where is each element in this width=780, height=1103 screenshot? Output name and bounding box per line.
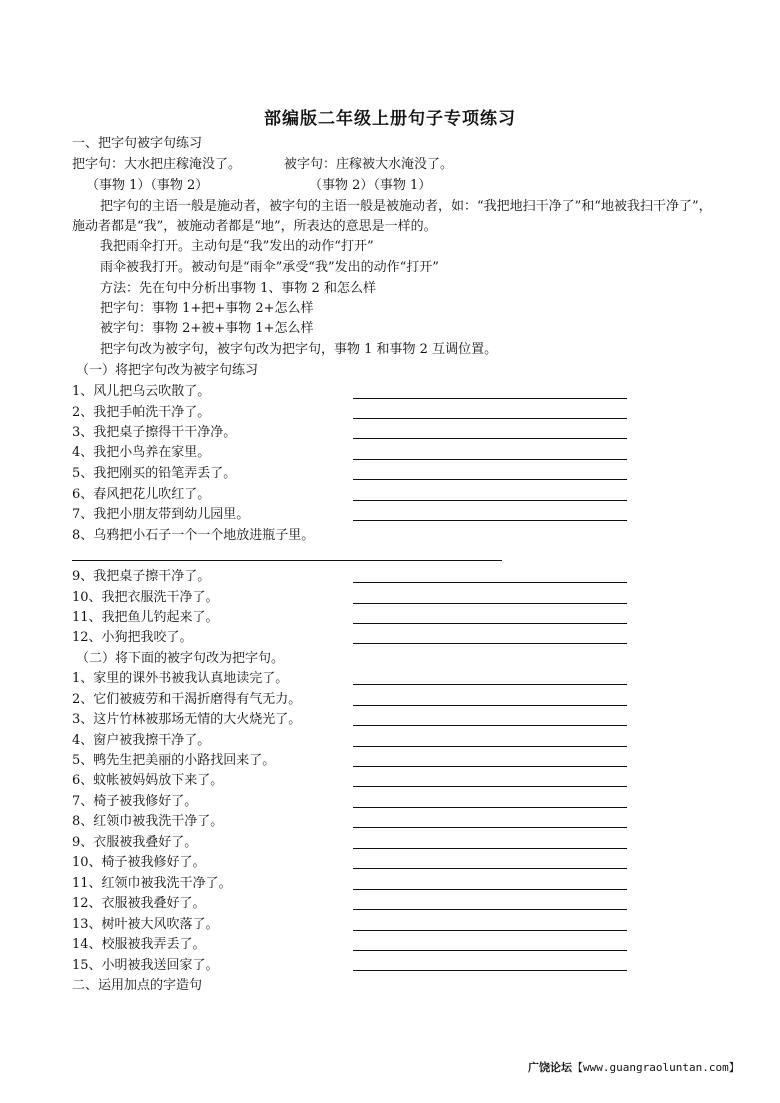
answer-line[interactable] bbox=[353, 705, 627, 706]
part1-heading: （一）将把字句改为被字句练习 bbox=[76, 363, 259, 378]
part2-item: 5、鸭先生把美丽的小路找回来了。 bbox=[72, 753, 276, 768]
part2-item: 12、衣服被我叠好了。 bbox=[72, 896, 206, 911]
part1-item: 12、小狗把我咬了。 bbox=[72, 630, 193, 645]
page-title: 部编版二年级上册句子专项练习 bbox=[264, 109, 516, 129]
swap-note: 把字句改为被字句，被字句改为把字句，事物 1 和事物 2 互调位置。 bbox=[100, 342, 498, 357]
answer-line[interactable] bbox=[353, 970, 627, 971]
answer-line[interactable] bbox=[353, 582, 627, 583]
answer-line[interactable] bbox=[353, 398, 627, 399]
part2-item: 1、家里的课外书被我认真地读完了。 bbox=[72, 671, 289, 686]
answer-line[interactable] bbox=[353, 479, 627, 480]
answer-line-long[interactable] bbox=[72, 560, 502, 561]
footer-url[interactable]: 【www.guangraoluntan.com】 bbox=[572, 1061, 740, 1074]
answer-line[interactable] bbox=[353, 603, 627, 604]
answer-line[interactable] bbox=[353, 643, 627, 644]
example-row bbox=[72, 156, 454, 174]
answer-line[interactable] bbox=[353, 807, 627, 808]
part2-item: 10、椅子被我修好了。 bbox=[72, 855, 206, 870]
part2-item: 2、它们被疲劳和干渴折磨得有气无力。 bbox=[72, 692, 302, 707]
note-active: 我把雨伞打开。主动句是“我”发出的动作“打开” bbox=[100, 239, 374, 254]
part1-item: 9、我把桌子擦干净了。 bbox=[72, 569, 211, 584]
things-row bbox=[86, 177, 432, 195]
part2-item: 4、窗户被我擦干净了。 bbox=[72, 733, 211, 748]
answer-line[interactable] bbox=[353, 868, 627, 869]
part1-item: 1、风儿把乌云吹散了。 bbox=[72, 384, 211, 399]
part1-item: 10、我把衣服洗干净了。 bbox=[72, 590, 219, 605]
answer-line[interactable] bbox=[353, 786, 627, 787]
explanation-paragraph: 把字句的主语一般是施动者，被字句的主语一般是被施动者，如：“我把地扫干净了”和“地被我扫干净了”，施动者都是“我”，被施动者都是“地”，所表达的意思是一样的。 bbox=[72, 199, 712, 234]
things-bei: （事物 2）（事物 1） bbox=[309, 178, 432, 193]
part1-item: 6、春风把花儿吹红了。 bbox=[72, 487, 211, 502]
part1-item: 4、我把小鸟养在家里。 bbox=[72, 445, 211, 460]
answer-line[interactable] bbox=[353, 684, 627, 685]
answer-line[interactable] bbox=[353, 930, 627, 931]
part2-item: 9、衣服被我叠好了。 bbox=[72, 835, 198, 850]
part1-item: 3、我把桌子擦得干干净净。 bbox=[72, 425, 237, 440]
part2-item: 8、红领巾被我洗干净了。 bbox=[72, 814, 224, 829]
answer-line[interactable] bbox=[353, 766, 627, 767]
answer-line[interactable] bbox=[353, 848, 627, 849]
footer-brand: 广饶论坛 bbox=[528, 1061, 572, 1074]
part1-item: 2、我把手帕洗干净了。 bbox=[72, 405, 211, 420]
example-ba: 把字句：大水把庄稼淹没了。 bbox=[72, 157, 242, 172]
example-bei: 被字句：庄稼被大水淹没了。 bbox=[284, 157, 454, 172]
answer-line[interactable] bbox=[353, 827, 627, 828]
part2-item: 13、树叶被大风吹落了。 bbox=[72, 917, 219, 932]
part2-item: 15、小明被我送回家了。 bbox=[72, 958, 219, 973]
part1-item: 7、我把小朋友带到幼儿园里。 bbox=[72, 507, 250, 522]
part2-heading: （二）将下面的被字句改为把字句。 bbox=[76, 651, 285, 666]
part2-item: 3、这片竹林被那场无情的大火烧光了。 bbox=[72, 712, 302, 727]
answer-line[interactable] bbox=[353, 459, 627, 460]
note-passive: 雨伞被我打开。被动句是“雨伞”承受“我”发出的动作“打开” bbox=[100, 260, 439, 275]
part2-item: 6、蚊帐被妈妈放下来了。 bbox=[72, 773, 224, 788]
answer-line[interactable] bbox=[353, 520, 627, 521]
answer-line[interactable] bbox=[353, 889, 627, 890]
formula-ba: 把字句：事物 1+把+事物 2+怎么样 bbox=[100, 301, 314, 316]
part2-item: 11、红领巾被我洗干净了。 bbox=[72, 876, 232, 891]
part2-item: 7、椅子被我修好了。 bbox=[72, 794, 198, 809]
footer-credit bbox=[528, 1059, 740, 1075]
answer-line[interactable] bbox=[353, 500, 627, 501]
answer-line[interactable] bbox=[353, 438, 627, 439]
part1-item: 8、乌鸦把小石子一个一个地放进瓶子里。 bbox=[72, 528, 315, 543]
answer-line[interactable] bbox=[353, 725, 627, 726]
part1-item: 5、我把刚买的铅笔弄丢了。 bbox=[72, 466, 237, 481]
answer-line[interactable] bbox=[353, 950, 627, 951]
section1-heading: 一、把字句被字句练习 bbox=[72, 136, 203, 151]
part1-item: 11、我把鱼儿钓起来了。 bbox=[72, 610, 219, 625]
part2-item: 14、校服被我弄丢了。 bbox=[72, 937, 206, 952]
formula-bei: 被字句：事物 2+被+事物 1+怎么样 bbox=[100, 321, 314, 336]
answer-line[interactable] bbox=[353, 909, 627, 910]
section2-heading: 二、运用加点的字造句 bbox=[72, 978, 203, 993]
method-text: 方法：先在句中分析出事物 1、事物 2 和怎么样 bbox=[100, 281, 376, 296]
answer-line[interactable] bbox=[353, 623, 627, 624]
answer-line[interactable] bbox=[353, 746, 627, 747]
things-ba: （事物 1）（事物 2） bbox=[86, 178, 209, 193]
answer-line[interactable] bbox=[353, 418, 627, 419]
